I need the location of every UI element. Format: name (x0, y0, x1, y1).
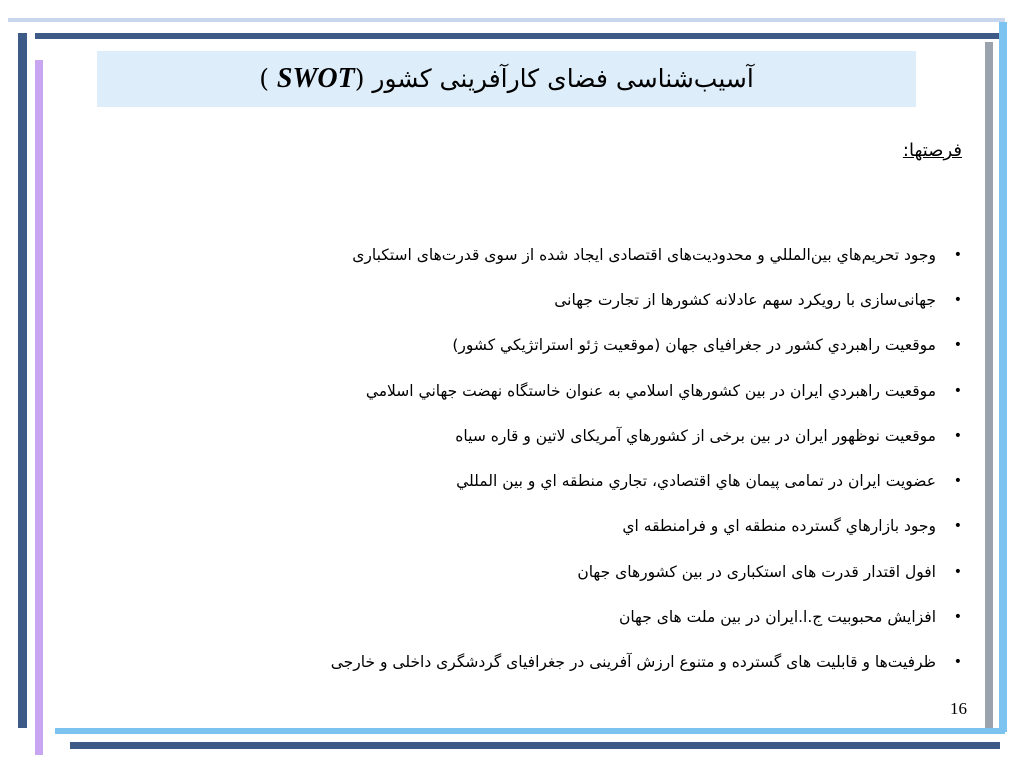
bullet-text: وجود تحریم‌هاي بين‌المللي و محدوديت‌های اقتصادی ايجاد شده از سوی قدرت‌های استکباری (352, 245, 936, 264)
frame-bar-right-light (999, 22, 1007, 732)
frame-bar-bottom-dark (70, 742, 1000, 749)
frame-bar-top-dark (35, 33, 1000, 39)
bullet-item (172, 323, 962, 368)
frame-bar-bottom-light (55, 728, 1005, 734)
frame-bar-top-light (8, 18, 1005, 22)
bullet-item (172, 368, 962, 413)
bullet-item (172, 504, 962, 549)
bullet-dot: • (953, 427, 962, 444)
section-heading: فرصتها: (902, 140, 962, 161)
bullet-dot: • (953, 382, 962, 399)
frame-bar-left-lavender (35, 60, 43, 755)
slide-title-end: ) (259, 64, 277, 93)
bullet-list (172, 232, 962, 685)
bullet-dot: • (953, 473, 962, 490)
bullet-dot: • (953, 518, 962, 535)
frame-bar-right-grey (985, 42, 993, 732)
bullet-text: افزایش محبوبیت ج.ا.ایران در بین ملت های جهان (618, 608, 936, 627)
bullet-dot: • (953, 654, 962, 671)
bullet-item (172, 594, 962, 639)
slide-title-latin: SWOT (276, 63, 355, 94)
bullet-item (172, 232, 962, 277)
bullet-dot: • (953, 609, 962, 626)
bullet-item (172, 277, 962, 322)
bullet-dot: • (953, 337, 962, 354)
bullet-item (172, 640, 962, 685)
slide-title (259, 63, 754, 95)
bullet-item (172, 458, 962, 503)
bullet-text: موقعيت راهبردي ايران در بين كشورهاي اسلامي به عنوان خاستگاه نهضت جهاني اسلامي (365, 381, 936, 400)
bullet-text: موقعيت نوظهور ايران در بين برخی از كشورهاي آمريکای لاتين و قاره سياه (455, 426, 936, 445)
slide-title-persian: آسیب‌شناسی فضای کارآفرینی کشور ( (354, 64, 754, 93)
bullet-text: افول اقتدار قدرت های استکباری در بین کشورهای جهان (577, 562, 936, 581)
bullet-text: عضويت ايران در تمامی پيمان هاي اقتصادي، تجاري منطقه اي و بين المللي (456, 472, 936, 491)
bullet-item (172, 549, 962, 594)
title-box (97, 51, 916, 107)
bullet-dot: • (953, 563, 962, 580)
frame-bar-left-dark (18, 33, 27, 728)
bullet-text: وجود بازارهاي گسترده منطقه اي و فرامنطقه اي (622, 517, 936, 536)
bullet-dot: • (953, 291, 962, 308)
bullet-text: جهانی‌سازی با رويکرد سهم عادلانه کشورها از تجارت جهانی (554, 290, 936, 309)
bullet-item (172, 413, 962, 458)
page-number: 16 (950, 699, 967, 718)
bullet-text: ظرفیت‌ها و قابلیت های گسترده و متنوع ارزش آفرینی در جغرافیای گردشگری داخلی و خارجی (330, 653, 936, 672)
bullet-text: موقعیت راهبردي کشور در جغرافیای جهان (موقعیت ژئو استراتژيكي کشور) (452, 336, 936, 355)
bullet-dot: • (953, 246, 962, 263)
